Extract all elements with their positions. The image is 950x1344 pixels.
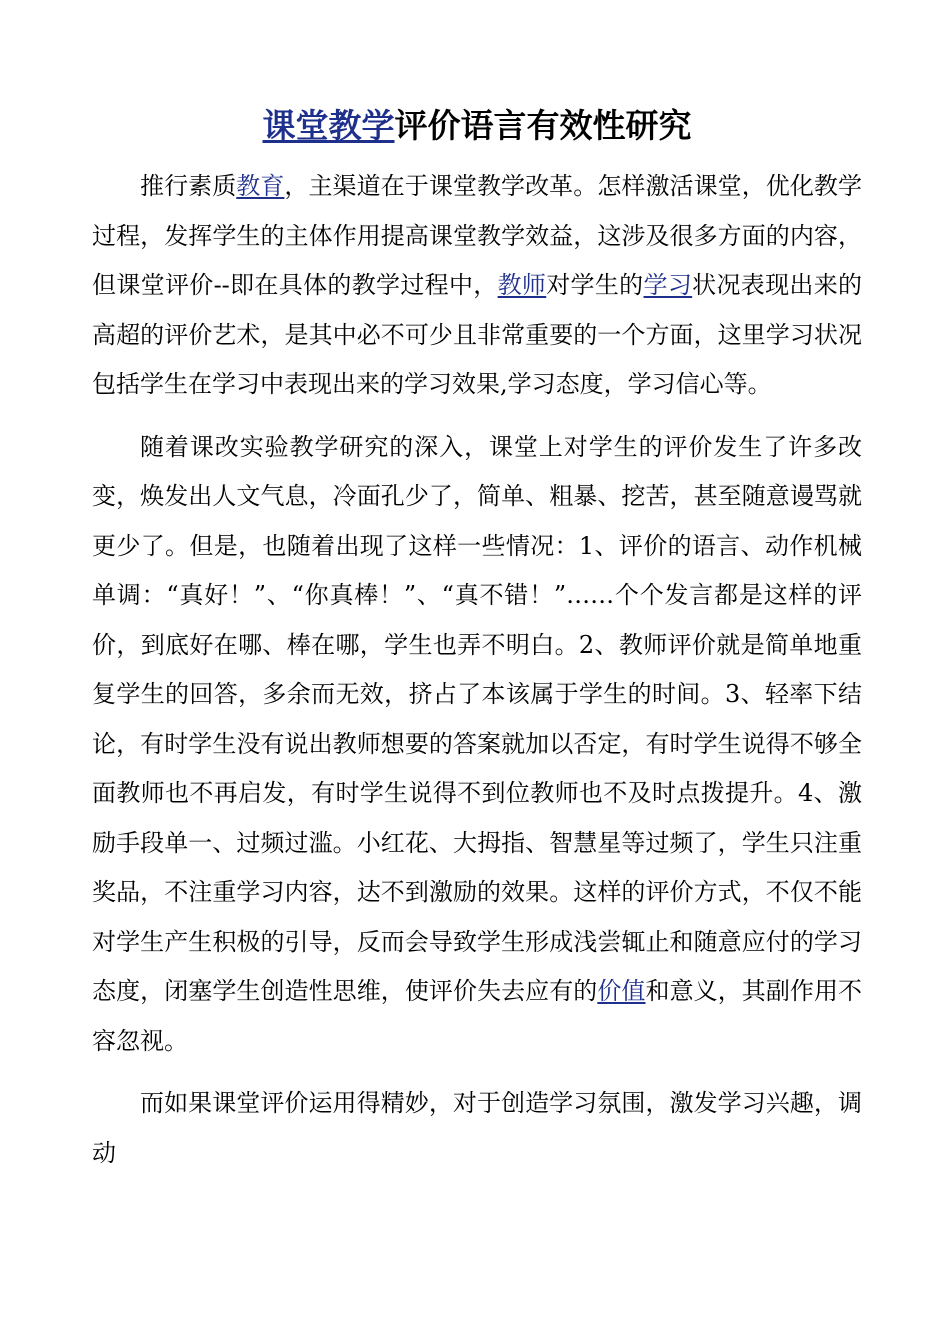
paragraph-1 [92, 162, 862, 410]
p2-text-2: 和意义，其副作用不容忽视。 [92, 977, 863, 1055]
link-jiaoshi[interactable]: 教师 [497, 271, 547, 299]
link-jiaoyu[interactable]: 教育 [236, 172, 285, 200]
p1-text-3: 对学生的 [546, 271, 644, 299]
p2-text-1: 随着课改实验教学研究的深入，课堂上对学生的评价发生了许多改变，焕发出人文气息，冷面孔少了，简单、粗暴、挖苦，甚至随意谩骂就更少了。但是，也随着出现了这样一些情况：1、评价的语言、动作机械单调：“真好！”、“你真棒！”、“真不错！”……个个发言都是这样的评价，到底好在哪、棒在哪，学生也弄不明白。2、教师评价就是简单地重复学生的回答，多余而无效，挤占了本该属于学生的时间。3、轻率下结论，有时学生没有说出教师想要的答案就加以否定，有时学生说得不够全面教师也不再启发，有时学生说得不到位教师也不及时点拨提升。4、激励手段单一、过频过滥。小红花、大拇指、智慧星等过频了，学生只注重奖品，不注重学习内容，达不到激励的效果。这样的评价方式，不仅不能对学生产生积极的引导，反而会导致学生形成浅尝辄止和随意应付的学习态度，闭塞学生创造性思维，使评价失去应有的 [92, 432, 862, 1005]
document-title [92, 96, 862, 156]
paragraph-3 [92, 1079, 862, 1178]
document-page [92, 96, 862, 1178]
p1-text-1: 推行素质 [140, 172, 237, 200]
p1-text-4: 状况表现出来的高超的评价艺术，是其中必不可少且非常重要的一个方面，这里学习状况包括学生在学习中表现出来的学习效果,学习态度，学习信心等。 [92, 271, 863, 398]
link-xuexi[interactable]: 学习 [643, 271, 693, 299]
title-link[interactable]: 课堂教学 [262, 106, 395, 145]
title-text: 评价语言有效性研究 [394, 106, 692, 145]
p3-text-1: 而如果课堂评价运用得精妙，对于创造学习氛围，激发学习兴趣，调动 [92, 1089, 862, 1167]
link-jiazhi[interactable]: 价值 [597, 977, 646, 1005]
paragraph-2 [92, 423, 862, 1067]
p1-text-2: ，主渠道在于课堂教学改革。怎样激活课堂，优化教学过程，发挥学生的主体作用提高课堂教学效益，这涉及很多方面的内容，但课堂评价--即在具体的教学过程中， [92, 172, 863, 299]
